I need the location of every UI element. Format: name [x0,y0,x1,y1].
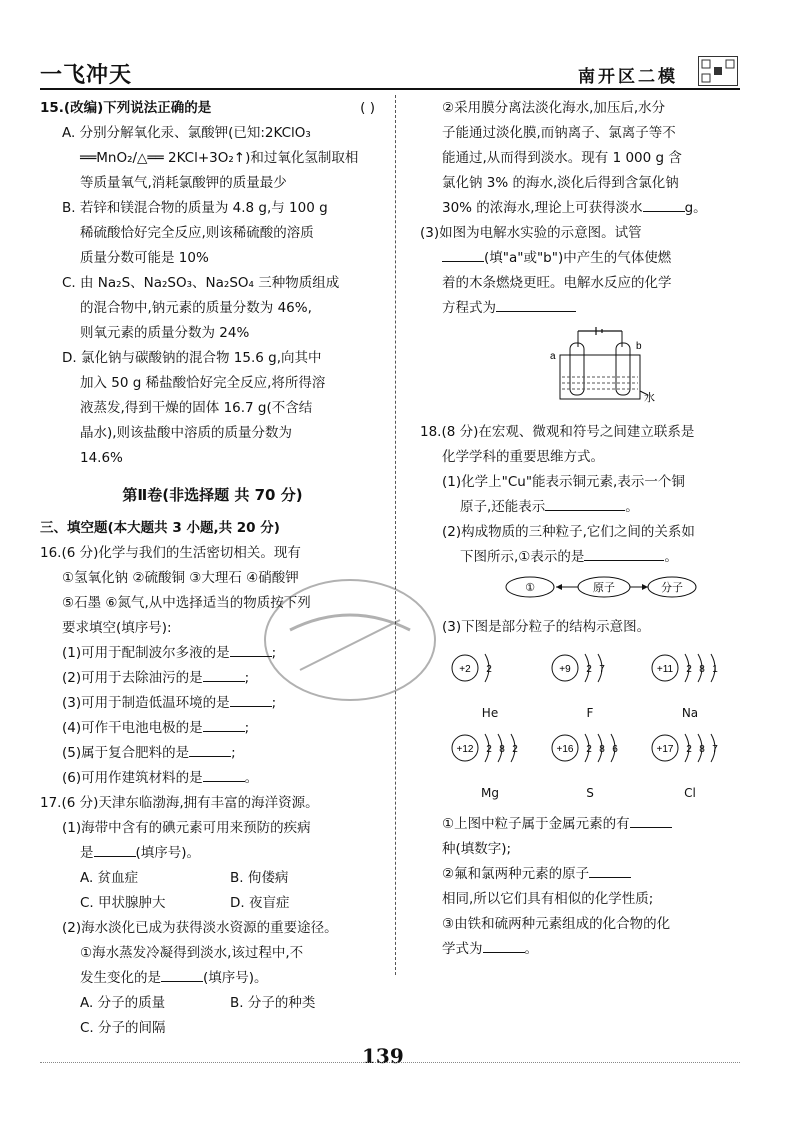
q18-sub2a: ②氟和氯两种元素的原子 [420,862,765,887]
q16-stem1: 16.(6 分)化学与我们的生活密切相关。现有 [40,545,301,561]
q17-s3b: (填"a"或"b")中产生的气体使燃 [484,250,672,266]
answer-blank[interactable] [203,667,245,682]
q15-c1: C. 由 Na₂S、Na₂SO₃、Na₂SO₄ 三种物质组成 [62,275,340,291]
q16-s2: (2)可用于去除油污的是 ; [40,666,385,691]
electron-count: 2 [512,744,518,755]
electron-count: 2 [486,744,492,755]
atom-structure-icon [445,646,535,690]
element-symbol: S [586,786,594,800]
q17-s2-opts-row2: C. 分子的间隔 [80,1020,166,1036]
atom-diagram-na [640,646,740,726]
answer-blank[interactable] [203,717,245,732]
cycle-node-atom: 原子 [593,581,615,594]
q18-stem1: 18.(8 分)在宏观、微观和符号之间建立联系是 [420,424,695,440]
electron-count: 1 [712,664,718,675]
q16-stem2: ①氢氧化钠 ②硫酸铜 ③大理石 ④硝酸钾 [62,570,299,586]
answer-blank[interactable] [94,842,136,857]
part3-title: 三、填空题(本大题共 3 小题,共 20 分) [40,520,280,536]
cycle-node-1: ① [525,581,535,594]
electron-count: 6 [612,744,618,755]
nucleus-charge: +17 [656,744,674,755]
element-symbol: Na [681,706,699,720]
electron-count: 2 [586,664,592,675]
atom-diagram-mg [440,726,540,806]
q17-s2a1: ①海水蒸发冷凝得到淡水,该过程中,不 [80,945,304,961]
q17-r4: 氯化钠 3% 的海水,淡化后得到含氯化钠 [442,175,679,191]
q15-b2: 稀硫酸恰好完全反应,则该稀硫酸的溶质 [80,225,314,241]
nucleus-charge: +9 [559,664,571,675]
q18-s2a: (2)构成物质的三种粒子,它们之间的关系如 [442,524,695,540]
q15-b1: B. 若锌和镁混合物的质量为 4.8 g,与 100 g [62,200,328,216]
electrolysis-diagram [540,325,660,405]
tube-b-label: b [636,341,642,352]
q17-s3d: 方程式为 [420,296,765,321]
nucleus-charge: +16 [556,744,574,755]
atom-diagram-s [540,726,640,806]
answer-blank[interactable] [584,546,664,561]
q18-sub3b: 学式为 。 [420,937,765,962]
qr-icon [699,57,737,85]
atom-diagram-cl [640,726,740,806]
answer-paren[interactable]: ( ) [360,100,375,116]
water-label: 水 [644,391,655,404]
section-title: 第Ⅱ卷(非选择题 共 70 分) [122,486,303,504]
q15-b3: 质量分数可能是 10% [80,250,209,266]
left-column [40,96,385,1041]
element-symbol: F [586,706,594,720]
cycle-node-molecule: 分子 [661,581,683,594]
electron-count: 2 [686,744,692,755]
element-symbol: Mg [481,786,499,800]
q17-s2: (2)海水淡化已成为获得淡水资源的重要途径。 [62,920,338,936]
q15-d2: 加入 50 g 稀盐酸恰好完全反应,将所得溶 [80,375,326,391]
answer-blank[interactable] [545,496,625,511]
atom-row [440,726,740,806]
electron-count: 2 [586,744,592,755]
q16-stem4: 要求填空(填序号): [62,620,172,636]
q15-a1: A. 分别分解氧化汞、氯酸钾(已知:2KClO₃ [62,125,311,141]
atom-diagram-f [540,646,640,726]
electron-count: 8 [699,744,705,755]
atom-row [440,646,740,726]
right-column [420,96,765,962]
atom-structure-icon [645,726,735,770]
electron-count: 7 [599,664,605,675]
q15-a2: ══MnO₂/△══ 2KCl+3O₂↑)和过氧化氢制取相 [80,150,359,166]
q16-s1: (1)可用于配制波尔多液的是 ; [40,641,385,666]
element-symbol: Cl [684,786,696,800]
atom-structure-icon [545,646,635,690]
tube-a-label: a [550,351,556,362]
q16-s4: (4)可作干电池电极的是 ; [40,716,385,741]
q15-stem: 15.(改编)下列说法正确的是 ( ) [40,96,385,121]
q16-stem3: ⑤石墨 ⑥氮气,从中选择适当的物质按下列 [62,595,311,611]
q18-s3: (3)下图是部分粒子的结构示意图。 [442,619,651,635]
q18-stem2: 化学学科的重要思维方式。 [442,449,604,465]
q17-r1: ②采用膜分离法淡化海水,加压后,水分 [442,100,666,116]
q16-s6: (6)可用作建筑材料的是 。 [40,766,385,791]
answer-blank[interactable] [483,938,525,953]
atom-structure-icon [445,726,535,770]
element-symbol: He [481,706,499,720]
q16-s3: (3)可用于制造低温环境的是 ; [40,691,385,716]
answer-blank[interactable] [189,742,231,757]
atom-structure-icon [545,726,635,770]
brand-logo: 一飞冲天 [40,62,133,88]
q18-sub1a: ①上图中粒子属于金属元素的有 [420,812,765,837]
electron-count: 8 [699,664,705,675]
particle-relation-diagram [500,574,700,600]
answer-blank[interactable] [496,297,576,312]
q15-d3: 液蒸发,得到干燥的固体 16.7 g(不含结 [80,400,313,416]
column-divider [395,95,396,975]
nucleus-charge: +12 [456,744,474,755]
electron-count: 8 [499,744,505,755]
q18-s1a: (1)化学上"Cu"能表示铜元素,表示一个铜 [442,474,685,490]
answer-blank[interactable] [589,863,631,878]
electron-count: 8 [599,744,605,755]
answer-blank[interactable] [230,642,272,657]
nucleus-charge: +11 [656,664,674,675]
q17-opts-row2: C. 甲状腺肿大 D. 夜盲症 [80,895,290,911]
q18-s2b: 下图所示,①表示的是 。 [420,545,765,570]
q17-s2-opts-row1: A. 分子的质量 B. 分子的种类 [80,995,316,1011]
atom-structure-icon [645,646,735,690]
q17-r2: 子能通过淡化膜,而钠离子、氯离子等不 [442,125,676,141]
q18-sub3a: ③由铁和硫两种元素组成的化合物的化 [442,916,671,932]
answer-blank[interactable] [442,247,484,262]
page-number: 139 [362,1044,404,1068]
q17-s2a2: 发生变化的是 (填序号)。 [40,966,385,991]
header-rule [40,88,740,90]
electron-count: 2 [686,664,692,675]
answer-blank[interactable] [203,767,245,782]
q18-s1b: 原子,还能表示 。 [420,495,765,520]
answer-blank[interactable] [230,692,272,707]
q15-a3: 等质量氧气,消耗氯酸钾的质量最少 [80,175,287,191]
atom-diagram-he [440,646,540,726]
q17-s1a: (1)海带中含有的碘元素可用来预防的疾病 [62,820,311,836]
q15-c2: 的混合物中,钠元素的质量分数为 46%, [80,300,312,316]
q15-d4: 晶水),则该盐酸中溶质的质量分数为 [80,425,293,441]
answer-blank[interactable] [161,967,203,982]
q15-d1: D. 氯化钠与碳酸钠的混合物 15.6 g,向其中 [62,350,322,366]
q17-stem: 17.(6 分)天津东临渤海,拥有丰富的海洋资源。 [40,795,319,811]
q17-s1b: 是 (填序号)。 [40,841,385,866]
nucleus-charge: +2 [459,664,471,675]
q18-sub2b: 相同,所以它们具有相似的化学性质; [442,891,654,907]
qr-stamp-icon [698,56,738,86]
q18-sub1b: 种(填数字); [442,841,512,857]
q17-r3: 能通过,从而得到淡水。现有 1 000 g 含 [442,150,682,166]
footer-rule [40,1062,740,1063]
q15-d5: 14.6% [80,450,123,466]
q15-c3: 则氧元素的质量分数为 24% [80,325,250,341]
answer-blank[interactable] [643,197,685,212]
electron-count: 2 [486,664,492,675]
q17-s3a: (3)如图为电解水实验的示意图。试管 [420,225,642,241]
answer-blank[interactable] [630,813,672,828]
q17-opts-row1: A. 贫血症 B. 佝偻病 [80,870,289,886]
atom-structure-figure [420,646,765,806]
electron-count: 7 [712,744,718,755]
q16-s5: (5)属于复合肥料的是 ; [40,741,385,766]
q17-r5: 30% 的浓海水,理论上可获得淡水 g。 [420,196,765,221]
exam-region: 南开区二模 [578,67,678,87]
q17-s3c: 着的木条燃烧更旺。电解水反应的化学 [442,275,672,291]
